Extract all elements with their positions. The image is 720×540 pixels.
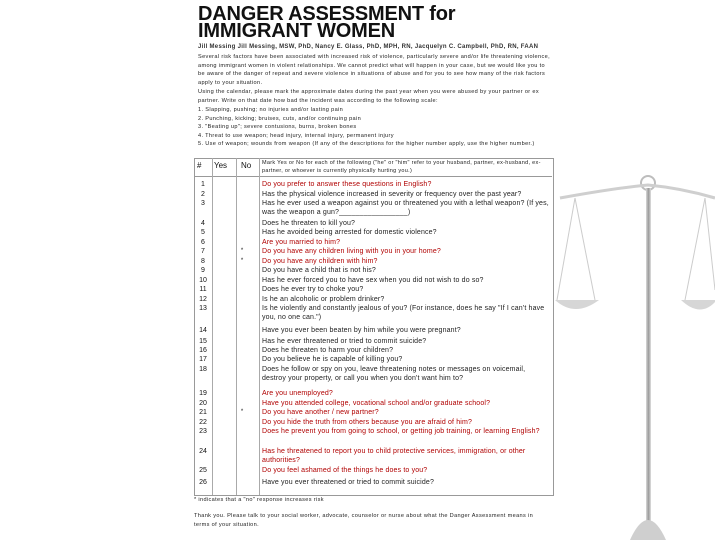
question-text: Does he ever try to choke you? (262, 286, 364, 293)
question-text: Have you ever threatened or tried to commit suicide? (262, 479, 434, 486)
column-divider (212, 158, 213, 495)
question-text: Have you ever been beaten by him while you were pregnant? (262, 327, 461, 334)
question-text: Has he avoided being arrested for domestic violence? (262, 229, 437, 236)
question-number: 20 (199, 400, 207, 407)
scale-item: 1. Slapping, pushing; no injuries and/or lasting pain (198, 107, 344, 113)
question-text: Are you unemployed? (262, 390, 333, 397)
question-number: 19 (199, 390, 207, 397)
authors-line: Jill Messing Jill Messing, MSW, PhD, Nancy E. Glass, PhD, MPH, RN, Jacquelyn C. Campbell, PhD, RN, FAAN (198, 44, 539, 50)
severity-scale-list (198, 106, 553, 149)
question-text: Is he violently and constantly jealous of you? (For instance, does he say "If I can't have you, no one can.") (262, 305, 545, 321)
no-cell[interactable]: * (240, 248, 244, 254)
question-text: Has he ever used a weapon against you or threatened you with a lethal weapon? (If yes, was the weapon a gun?_________________) (262, 200, 549, 216)
question-text: Has he threatened to report you to child protective services, immigration, or other authorities? (262, 448, 526, 464)
closing-note: Thank you. Please talk to your social worker, advocate, counselor or nurse about what the Danger Assessment means in terms of your situation. (194, 513, 534, 528)
question-text: Have you attended college, vocational school and/or graduate school? (262, 400, 491, 407)
question-number: 15 (199, 338, 207, 345)
question-text: Does he threaten to kill you? (262, 220, 356, 227)
table-header-divider (194, 176, 552, 177)
page-title (198, 3, 498, 42)
question-number: 1 (201, 181, 205, 188)
question-text: Do you have any children with him? (262, 258, 378, 265)
question-text: Do you prefer to answer these questions in English? (262, 181, 432, 188)
question-text: Has he ever threatened or tried to commit suicide? (262, 338, 427, 345)
scale-item: 5. Use of weapon; wounds from weapon (If any of the descriptions for the higher number apply, use the higher number.) (198, 141, 535, 148)
question-number: 16 (199, 347, 207, 354)
question-text: Do you have a child that is not his? (262, 267, 376, 274)
question-number: 9 (201, 267, 205, 274)
question-number: 21 (199, 409, 207, 416)
question-number: 14 (199, 327, 207, 334)
calendar-instructions: Using the calendar, please mark the approximate dates during the past year when you were abused by your partner or ex partner. Write on that date how bad the incident was according to the following scale: (198, 89, 540, 104)
column-header-no: No (241, 161, 252, 170)
question-number: 17 (199, 356, 207, 363)
question-number: 22 (199, 419, 207, 426)
question-number: 3 (201, 200, 205, 207)
no-cell[interactable]: * (240, 258, 244, 264)
question-text: Do you have another / new partner? (262, 409, 379, 416)
no-cell[interactable]: * (240, 409, 244, 415)
question-text: Has he ever forced you to have sex when you did not wish to do so? (262, 277, 484, 284)
question-number: 11 (199, 286, 207, 293)
question-number: 6 (201, 239, 205, 246)
question-text: Does he follow or spy on you, leave threatening notes or messages on voicemail, destroy your property, or call you when you don't want him to? (262, 366, 526, 382)
question-number: 5 (201, 229, 205, 236)
question-text: Do you feel ashamed of the things he does to you? (262, 467, 428, 474)
question-number: 10 (199, 277, 207, 284)
question-number: 2 (201, 191, 205, 198)
column-divider (259, 158, 260, 495)
title-line-1: DANGER ASSESSMENT for (198, 3, 456, 25)
risk-footnote: * indicates that a "no" response increases risk (194, 497, 324, 503)
question-number: 18 (199, 366, 207, 373)
question-text: Do you have any children living with you in your home? (262, 248, 441, 255)
question-number: 26 (199, 479, 207, 486)
question-number: 23 (199, 428, 207, 435)
column-header-yes: Yes (214, 161, 228, 170)
question-text: Are you married to him? (262, 239, 341, 246)
table-instruction: Mark Yes or No for each of the following ("he" or "him" refer to your husband, partner, ex-husband, ex-partner, or whoever is currently physically hurting you.) (262, 160, 541, 174)
question-number: 25 (199, 467, 207, 474)
question-text: Is he an alcoholic or problem drinker? (262, 296, 385, 303)
question-text: Has the physical violence increased in severity or frequency over the past year? (262, 191, 522, 198)
question-text: Do you hide the truth from others because you are afraid of him? (262, 419, 472, 426)
question-text: Do you believe he is capable of killing you? (262, 356, 403, 363)
column-header-number: # (197, 161, 202, 170)
scale-item: 2. Punching, kicking; bruises, cuts, and/or continuing pain (198, 115, 362, 122)
question-text: Does he threaten to harm your children? (262, 347, 394, 354)
question-number: 4 (201, 220, 205, 227)
scale-item: 3. "Beating up"; severe contusions, burns, broken bones (198, 124, 357, 131)
question-number: 7 (201, 248, 205, 255)
question-number: 13 (199, 305, 207, 312)
column-divider (236, 158, 237, 495)
title-line-2: IMMIGRANT WOMEN (198, 20, 395, 42)
intro-paragraph: Several risk factors have been associated with increased risk of violence, particularly severe and/or life threatening violence, among immigrant women in violent relationships. We cannot predict what will happen in your case, but we would like you to be aware of the danger of repeat and severe violence in situations of abuse and for you to see how many of the risk factors apply to your situation. (198, 54, 550, 86)
question-number: 12 (199, 296, 207, 303)
question-number: 8 (201, 258, 205, 265)
question-text: Does he prevent you from going to school, or getting job training, or learning English? (262, 428, 540, 435)
scales-of-justice-illustration (555, 0, 715, 540)
question-number: 24 (199, 448, 207, 455)
scale-item: 4. Threat to use weapon; head injury, internal injury, permanent injury (198, 132, 394, 139)
